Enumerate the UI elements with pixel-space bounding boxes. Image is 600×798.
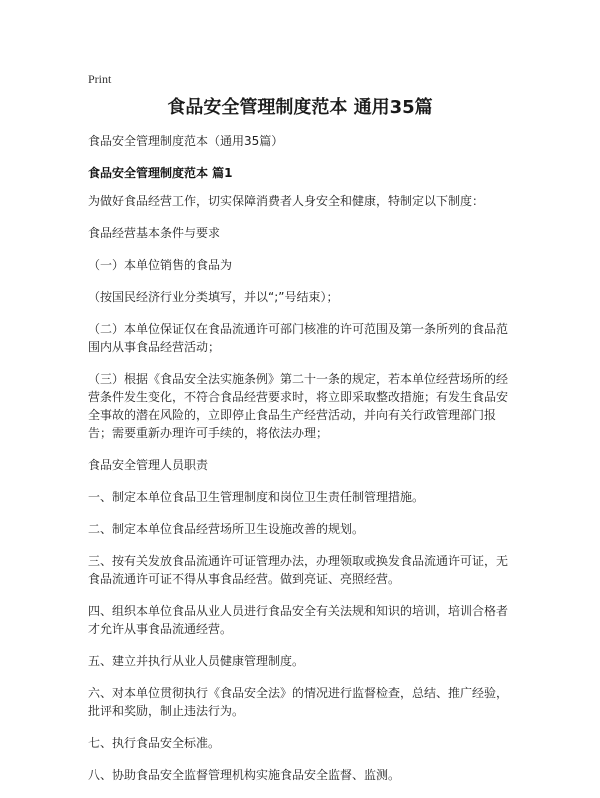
document-subtitle: 食品安全管理制度范本（通用35篇） xyxy=(88,134,284,148)
paragraph-item-1-note: （按国民经济行业分类填写，并以“;”号结束）； xyxy=(88,290,339,304)
paragraph-subheading-duties: 食品安全管理人员职责 xyxy=(88,458,209,472)
paragraph-intro: 为做好食品经营工作，切实保障消费者人身安全和健康，特制定以下制度： xyxy=(88,194,485,208)
paragraph-item-3: （三）根据《食品安全法实施条例》第二十一条的规定，若本单位经营场所的经营条件发生变化，不符合食品经营要求时，将立即采取整改措施；有发生食品安全事故的潜在风险的，立即停止食品生产经营活动，并向有关行政管理部门报告；需要重新办理许可手续的，将依法办理； xyxy=(88,372,509,440)
page-title: 食品安全管理制度范本 通用35篇 xyxy=(167,97,433,118)
section-heading: 食品安全管理制度范本 篇1 xyxy=(88,166,233,180)
paragraph-item-2: （二）本单位保证仅在食品流通许可部门核准的许可范围及第一条所列的食品范围内从事食品经营活动； xyxy=(88,322,509,354)
paragraph-item-1: （一）本单位销售的食品为 xyxy=(88,258,233,272)
paragraph-duty-6: 六、对本单位贯彻执行《食品安全法》的情况进行监督检查，总结、推广经验，批评和奖励，制止违法行为。 xyxy=(88,686,509,718)
paragraph-duty-5: 五、建立并执行从业人员健康管理制度。 xyxy=(88,654,305,668)
paragraph-duty-1: 一、制定本单位食品卫生管理制度和岗位卫生责任制管理措施。 xyxy=(88,490,425,504)
paragraph-duty-4: 四、组织本单位食品从业人员进行食品安全有关法规和知识的培训，培训合格者才允许从事食品流通经营。 xyxy=(88,604,509,636)
paragraph-subheading-conditions: 食品经营基本条件与要求 xyxy=(88,226,221,240)
paragraph-duty-8: 八、协助食品安全监督管理机构实施食品安全监督、监测。 xyxy=(88,768,401,782)
document-body xyxy=(88,132,514,798)
print-link[interactable]: Print xyxy=(88,72,112,86)
paragraph-duty-7: 七、执行食品安全标准。 xyxy=(88,736,221,750)
paragraph-duty-2: 二、制定本单位食品经营场所卫生设施改善的规划。 xyxy=(88,522,365,536)
paragraph-duty-3: 三、按有关发放食品流通许可证管理办法，办理领取或换发食品流通许可证，无食品流通许可证不得从事食品经营。做到亮证、亮照经营。 xyxy=(88,554,509,586)
